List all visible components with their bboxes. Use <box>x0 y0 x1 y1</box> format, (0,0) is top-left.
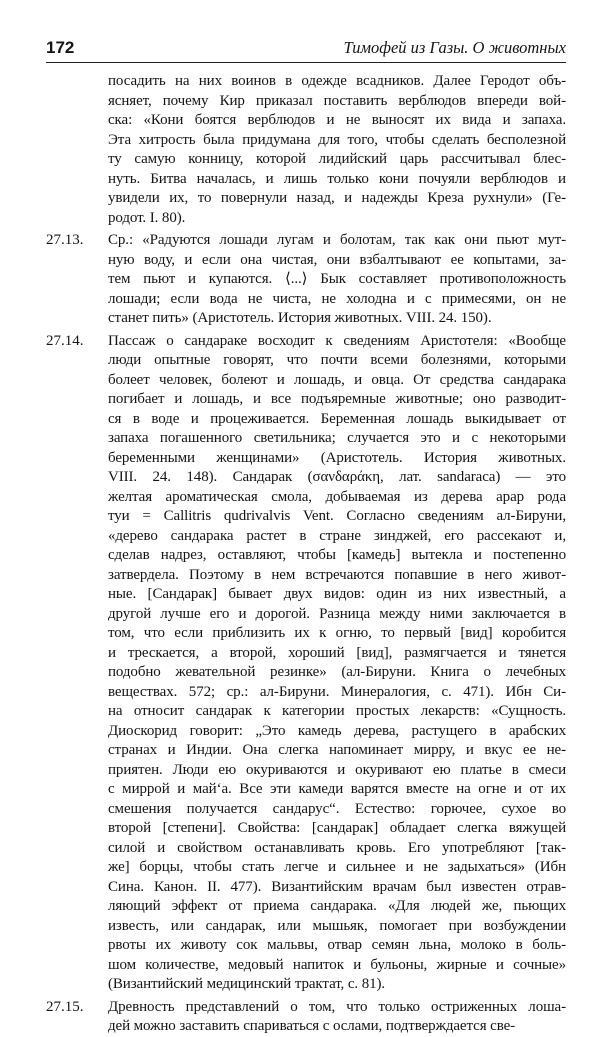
text-line: веществах. 572; ср.: ал-Бируни. Минералогия, с. 471). Ибн Си- <box>108 683 566 700</box>
note-paragraph <box>46 332 566 995</box>
text-line: запаха погашенного светильника; случается это и с некоторыми <box>108 430 566 446</box>
text-line: ные. [Сандарак] бывает двух видов: один из них известный, а <box>108 586 566 602</box>
text-line: ска: «Кони боятся верблюдов и не выносят их вида и запаха. <box>108 112 566 128</box>
text-line: (Византийский медицинский трактат, с. 81). <box>108 976 386 992</box>
text-line: том, что если приблизить их к огню, то первый [вид] коробится <box>108 625 566 641</box>
text-line: известь, или сандарак, или мышьяк, помогает при возбуждении <box>108 917 566 934</box>
text-line: рвоты их животу сок мальвы, отвар семян льна, молоко в боль- <box>108 937 566 953</box>
note-paragraph <box>46 998 566 1037</box>
text-line: подобно жевательной резинке» (ал-Бируни. Книга о лечебных <box>108 664 566 680</box>
text-line: другой лучше его и дорогой. Разница между ними заключается в <box>108 605 566 622</box>
text-line: затвердела. Поэтому в нем встречаются попавшие в него живот- <box>108 566 566 583</box>
text-line: станет пить» (Аристотель. История животных. VIII. 24. 150). <box>108 310 492 326</box>
text-line: «дерево сандарака растет в стране зинджей, его рассекают и, <box>108 527 566 544</box>
text-line: желтая ароматическая смола, добываемая из дерева арар рода <box>108 488 566 505</box>
body-text <box>46 72 566 1037</box>
text-line: и трескается, а второй, хороший [вид], размягчается и тянется <box>108 644 566 661</box>
text-line: с миррой и май‘а. Все эти камеди варятся вместе на огне и от их <box>108 781 566 797</box>
text-line: Диоскорид говорит: „Это камедь дерева, растущего в арабских <box>108 722 566 739</box>
note-number: 27.15. <box>46 998 84 1015</box>
text-line: тем пьют и купаются. ⟨...⟩ Бык составляет противоположность <box>108 271 566 287</box>
text-line: беременными женщинами» (Аристотель. История животных. <box>108 449 566 466</box>
text-line: приятен. Люди ею окуриваются и окуривают ею платье в смеси <box>108 761 566 778</box>
text-line: увидели их, то повернули назад, и надежды Креза рухнули» (Ге- <box>108 190 566 206</box>
text-line: странах и Индии. Она слегка напоминает мирру, и вкус ее не- <box>108 742 566 758</box>
continued-paragraph <box>46 72 566 228</box>
text-line: Эта хитрость была придумана для того, чтобы сделать бесполезной <box>108 131 566 148</box>
text-line: ясняет, почему Кир приказал поставить верблюдов впереди вой- <box>108 92 566 109</box>
text-line: нуть. Битва началась, и лишь только кони почуяли верблюдов и <box>108 170 566 187</box>
page-number: 172 <box>46 38 75 57</box>
text-line: на относит сандарак к категории простых лекарств: «Сущность. <box>108 703 566 719</box>
text-line: VIII. 24. 148). Сандарак (σανδαράκη, лат. sandaraca) — это <box>108 469 566 485</box>
text-line: болеет человек, болеют и лошадь, и овца. От средства сандарака <box>108 371 566 388</box>
text-line: родот. I. 80). <box>108 209 186 226</box>
text-line: туи = Callitris qudrivalvis Vent. Согласно сведениям ал-Бируни, <box>108 508 566 524</box>
text-line: дей можно заставить спариваться с ослами, подтверждается све- <box>108 1018 516 1034</box>
text-line: ную воду, и если она чистая, они взбалтывают ее копытами, за- <box>108 251 566 268</box>
note-number: 27.14. <box>46 332 84 349</box>
text-line: Древность представлений о том, что только остриженных лоша- <box>108 998 566 1015</box>
running-title: Тимофей из Газы. О животных <box>343 38 566 57</box>
text-line: погибает и лошадь, и все подъяремные животные; оно разводит- <box>108 391 566 407</box>
text-line: сделав надрез, оставляют, чтобы [камедь] вытекла и постепенно <box>108 547 566 563</box>
text-line: люди опытные говорят, что почти всеми болезнями, которыми <box>108 352 566 368</box>
text-line: шом количестве, медовый напиток и бульоны, жирные и сочные» <box>108 956 566 973</box>
note-paragraph <box>46 231 566 329</box>
text-line: смешения получается сандарус“. Естество: горючее, сухое во <box>108 800 566 817</box>
text-line: Сина. Канон. II. 477). Византийским врачам был известен отрав- <box>108 878 566 895</box>
text-line: ту самую конницу, которой лидийский царь рассчитывал блес- <box>108 151 566 167</box>
text-line: Пассаж о сандараке восходит к сведениям Аристотеля: «Вообще <box>108 332 566 349</box>
header-rule <box>46 62 566 63</box>
text-line: Ср.: «Радуются лошади лугам и болотам, так как они пьют мут- <box>108 232 566 248</box>
note-number: 27.13. <box>46 232 84 248</box>
text-line: ся в воде и процеживается. Беременная лошадь выкидывает от <box>108 410 566 427</box>
text-line: ляющий эффект от приема сандарака. «Для людей же, пьющих <box>108 898 566 914</box>
text-line: силой и свойством останавливать кровь. Его употребляют [так- <box>108 839 566 856</box>
text-line: посадить на них воинов в одежде всадников. Далее Геродот объ- <box>108 73 566 89</box>
text-line: же] борцы, чтобы стать легче и сильнее и не задыхаться» (Ибн <box>108 859 566 875</box>
page-header <box>46 38 566 60</box>
text-line: лошади; если вода не чиста, не холодна и с примесями, он не <box>108 290 566 307</box>
text-line: второй [степени]. Свойства: [сандарак] обладает слегка вяжущей <box>108 820 566 836</box>
